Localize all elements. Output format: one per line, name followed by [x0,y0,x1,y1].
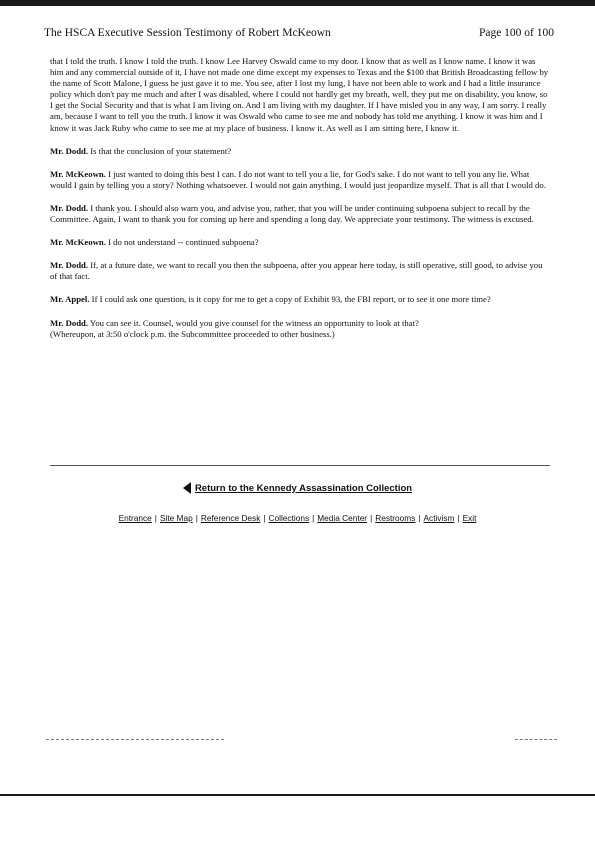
return-link-label: Return to the Kennedy Assassination Collection [194,482,413,494]
nav-separator: | [418,513,421,523]
speaker-name: Mr. McKeown. [50,237,106,248]
page-number: Page 100 of 100 [478,27,554,39]
paragraph-text: If I could ask one question, is it copy for me to get a copy of Exhibit 93, the FBI report, or to see it one more time? [91,294,491,305]
site-nav [0,513,595,523]
nav-link-restrooms[interactable]: Restrooms [375,513,416,523]
speaker-name: Mr. McKeown. [50,168,106,179]
paragraph [50,203,550,225]
nav-separator: | [370,513,373,523]
paragraph [50,56,550,134]
top-border [0,0,595,6]
nav-separator: | [263,513,266,523]
nav-link-entrance[interactable]: Entrance [118,513,152,523]
paragraph [50,294,550,305]
paragraph-text: You can see it. Counsel, would you give counsel for the witness an opportunity to look at that? [89,317,419,328]
nav-link-site-map[interactable]: Site Map [159,513,193,523]
back-arrow-icon [183,482,191,494]
speaker-name: Mr. Dodd. [50,260,89,271]
paragraph-text: If, at a future date, we want to recall you then the subpoena, after you appear here today, is still operative, still good, to advise you of that fact. [50,260,543,282]
paragraph [50,318,550,340]
return-link[interactable] [0,482,595,494]
page-header [44,27,554,39]
nav-separator: | [457,513,460,523]
nav-separator: | [154,513,157,523]
nav-link-collections[interactable]: Collections [268,513,310,523]
paragraph-text: I thank you. I should also warn you, and advise you, rather, that you will be under continuing subpoena subject to recall by the Committee. Again, I want to thank you for coming up here and spending a long day. We appreciate your testimony. The witness is excused. [50,202,534,225]
speaker-name: Mr. Dodd. [50,145,89,156]
paragraph-text: I do not understand -- continued subpoena? [108,237,259,248]
paragraph-text: Is that the conclusion of your statement? [90,145,232,156]
nav-link-activism[interactable]: Activism [423,513,455,523]
speaker-name: Mr. Dodd. [50,317,89,328]
speaker-name: Mr. Dodd. [50,202,89,213]
scan-artifact-line [515,739,557,740]
closing-line: (Whereupon, at 3:50 o'clock p.m. the Subcommittee proceeded to other business.) [50,328,335,339]
nav-link-reference-desk[interactable]: Reference Desk [200,513,261,523]
paragraph-text: that I told the truth. I know I told the truth. I know Lee Harvey Oswald came to my door. I know that as well as I know name. I know it was him and any commercial outside of it, I have not made one dime except my expenses to Texas and the $100 that British Broadcasting fellow by the name of Scott Malone, I guess he just gave it to me. You see, after I lost my lung, I have not been able to work and I had a little insurance policy which don't pay me much and after I was disabled, where I could not hardly get my breath, well, they put me on disability, you know, so I get the Social Security and that is what I am living on. And I am living with my daughter. If I have misled you in any way, I am sorry. I really am, because I want to tell you the truth. I know it was Oswald who came to see me and nobody has told me anything. I know it was him and I know it was Jack Ruby who came to see me at my place of business. I know it. As well as I am sitting here, I know it. [50,56,549,133]
footer-divider [50,465,550,466]
testimony-body [50,56,550,352]
document-title: The HSCA Executive Session Testimony of Robert McKeown [44,27,331,39]
paragraph [50,260,550,282]
paragraph-text: I just wanted to doing this best I can. I do not want to tell you a lie, for God's sake. I do not want to tell you any lie. What would I gain by telling you a story? Nothing whatsoever. I would not gain anything. I would just jeopardize myself. That is all that I would do. [50,168,546,190]
nav-link-media-center[interactable]: Media Center [317,513,368,523]
paragraph [50,169,550,191]
nav-link-exit[interactable]: Exit [462,513,477,523]
scan-artifact-line [46,739,224,740]
paragraph [50,146,550,157]
speaker-name: Mr. Appel. [50,294,90,305]
bottom-border [0,794,595,796]
nav-separator: | [312,513,315,523]
nav-separator: | [195,513,198,523]
paragraph [50,237,550,248]
